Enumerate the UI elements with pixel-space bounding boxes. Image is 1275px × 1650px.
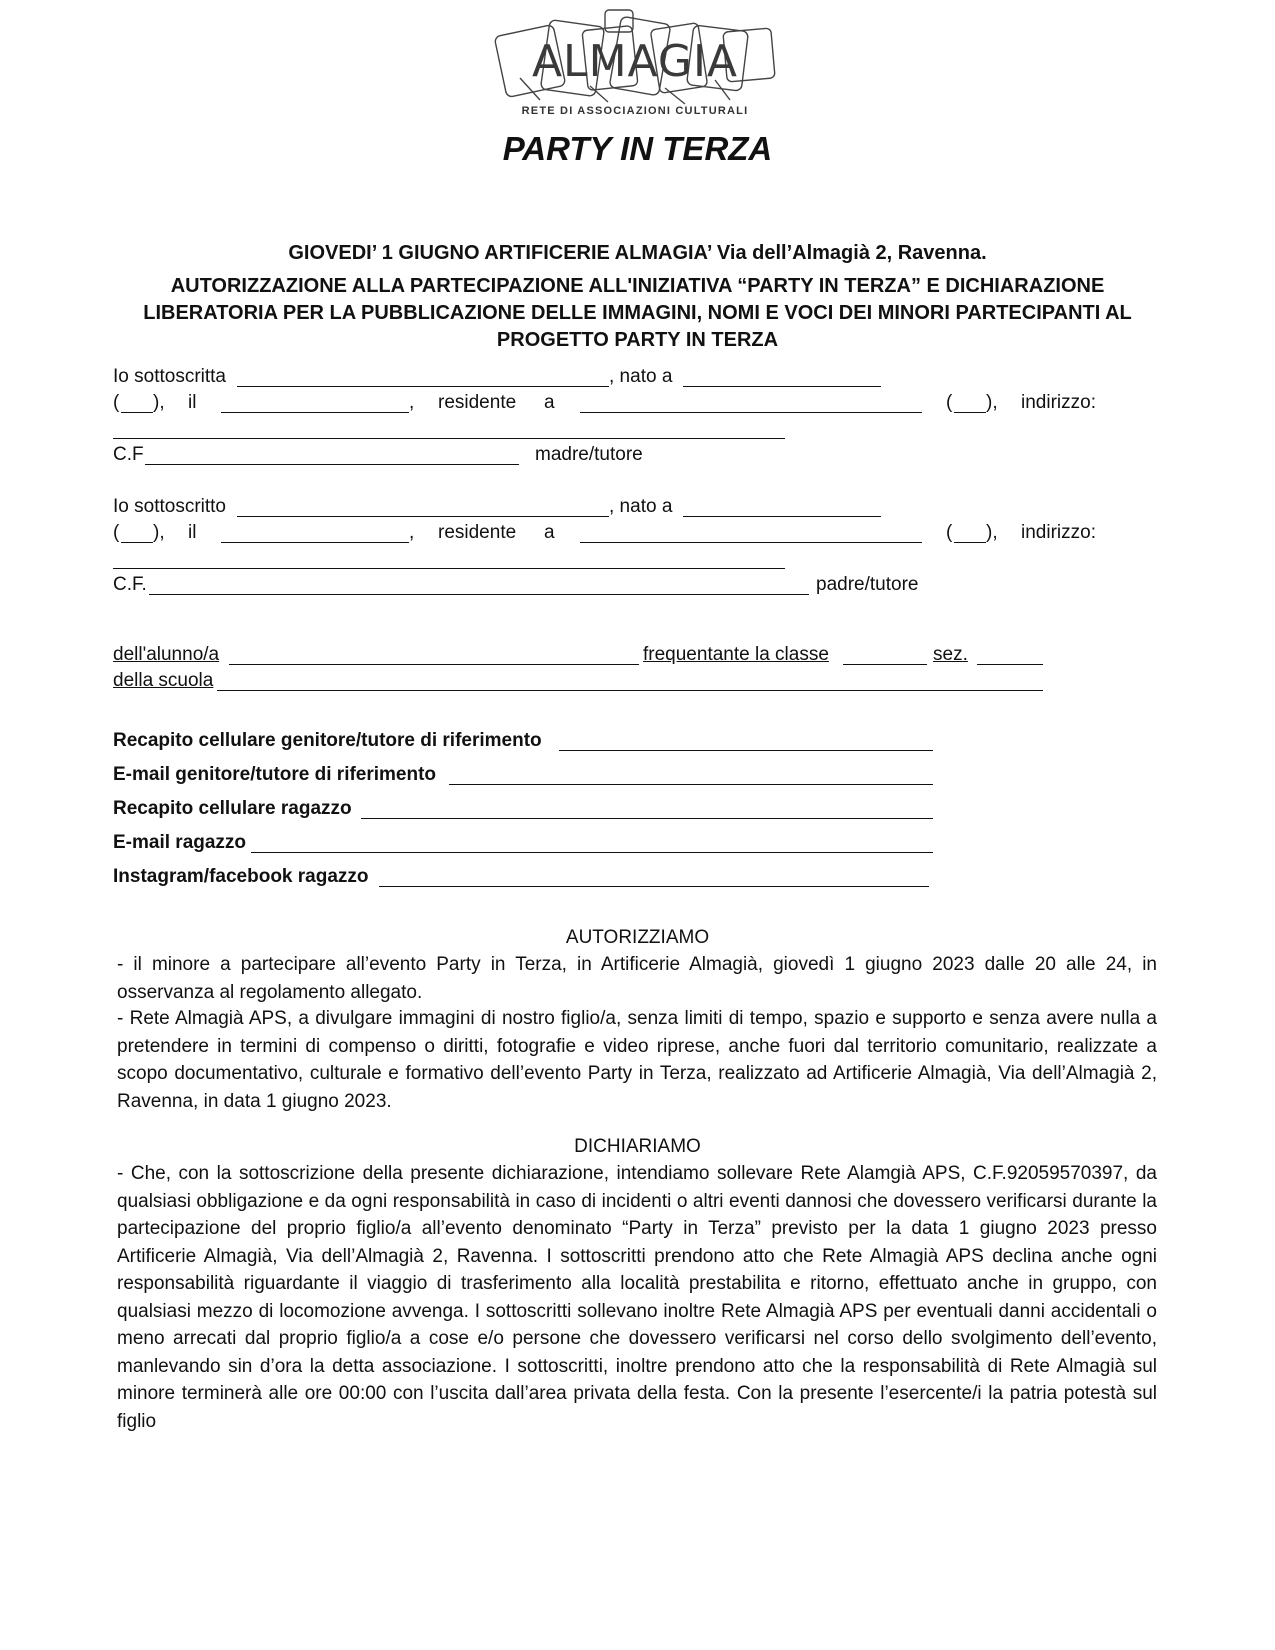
mother-birthdate-field[interactable] [221, 412, 409, 413]
student-row-2 [113, 670, 1157, 694]
father-res-prov-close: ), [986, 522, 998, 543]
contact-row-parent-email [113, 764, 1157, 788]
father-cf-label: C.F. [113, 574, 147, 595]
authorization-title: AUTORIZZAZIONE ALLA PARTECIPAZIONE ALL'INIZIATIVA “PARTY IN TERZA” E DICHIARAZIONE LIBERATORIA PER LA PUBBLICAZIONE DELLE IMMAGINI, NOMI E VOCI DEI MINORI PARTECIPANTI AL PROGETTO PARTY IN TERZA [143, 275, 1132, 351]
school-field[interactable] [217, 690, 1043, 691]
mother-cf-label: C.F [113, 444, 144, 465]
mother-res-prov-close: ), [986, 392, 998, 413]
kid-social-label: Instagram/facebook ragazzo [113, 866, 369, 887]
kid-email-label: E-mail ragazzo [113, 832, 247, 853]
mother-prov-close: ), [153, 392, 165, 413]
father-role-label: padre/tutore [816, 574, 919, 595]
authorize-title: AUTORIZZIAMO [565, 927, 710, 948]
mother-address-label: indirizzo: [1021, 392, 1096, 413]
school-label: della scuola [113, 670, 214, 691]
logo-subtitle: RETE DI ASSOCIAZIONI CULTURALI [521, 105, 749, 117]
mother-address-field[interactable] [113, 438, 785, 439]
parent-phone-field[interactable] [559, 750, 933, 751]
parent-phone-label: Recapito cellulare genitore/tutore di riferimento [113, 730, 542, 751]
kid-phone-label: Recapito cellulare ragazzo [113, 798, 352, 819]
father-residence-province-field[interactable] [954, 542, 986, 543]
father-birth-province-field[interactable] [121, 542, 153, 543]
mother-on-label: il [188, 392, 197, 413]
pupil-label: dell'alunno/a [113, 644, 220, 665]
authorize-item-1: - il minore a partecipare all’evento Party in Terza, in Artificerie Almagià, giovedì 1 giugno 2023 dalle 20 alle 24, in osservanza al regolamento allegato. [117, 954, 1157, 1003]
father-birthplace-field[interactable] [683, 516, 881, 517]
mother-cf-field[interactable] [145, 464, 519, 465]
father-on-label: il [188, 522, 197, 543]
father-prov-open: ( [113, 522, 120, 543]
mother-role-label: madre/tutore [535, 444, 643, 465]
father-residence-field[interactable] [580, 542, 922, 543]
mother-prov-open: ( [113, 392, 120, 413]
event-title: PARTY IN TERZA [502, 130, 773, 167]
almagia-logo [490, 8, 780, 120]
contact-row-kid-social [113, 866, 1157, 890]
father-birthdate-field[interactable] [221, 542, 409, 543]
father-res-prov-open: ( [946, 522, 953, 543]
class-field[interactable] [843, 664, 927, 665]
mother-res-prov-open: ( [946, 392, 953, 413]
mother-resident-label: residente [438, 392, 517, 413]
pupil-name-field[interactable] [229, 664, 639, 665]
father-row-2 [113, 522, 1157, 546]
declare-text: - Che, con la sottoscrizione della presente dichiarazione, intendiamo sollevare Rete Alamgià APS, C.F.92059570397, da qualsiasi obbligazione e da ogni responsabilità in caso di incidenti o altri eventi dannosi che dovessero verificarsi durante la partecipazione del proprio figlio/a all’evento denominato “Party in Terza” previsto per la data 1 giugno 2023 presso Artificerie Almagià, Via dell’Almagià 2, Ravenna. I sottoscritti prendono atto che Rete Almagià APS declina anche ogni responsabilità riguardante il viaggio di trasferimento alla località prestabilita e ritorno, effettuato anche in gruppo, con qualsiasi mezzo di locomozione avvenga. I sottoscritti sollevano inoltre Rete Almagià APS per eventuali danni accidentali o meno arrecati dal proprio figlio/a a cose e/o persone che dovessero verificarsi nel corso dello svolgimento dell’evento, manlevando sin d’ora la detta associazione. I sottoscritti, inoltre prendono atto che la responsabilità di Rete Almagià sul minore terminerà alle ore 00:00 con l’uscita dall’area privata della festa. Con la presente l’esercente/i la patria potestà sul figlio [117, 1163, 1157, 1432]
authorize-item-2: - Rete Almagià APS, a divulgare immagini di nostro figlio/a, senza limiti di tempo, spazio e supporto e senza avere nulla a pretendere in termini di compenso o diritti, fotografie e video riprese, anche fuori dal territorio comunitario, realizzate a scopo documentativo, culturale e formativo dell’evento Party in Terza, realizzato ad Artificerie Almagià, Via dell’Almagià 2, Ravenna, in data 1 giugno 2023. [117, 1008, 1157, 1112]
mother-row-2 [113, 392, 1157, 416]
student-row-1 [113, 644, 1157, 668]
father-born-label: , nato a [609, 496, 673, 517]
mother-birth-province-field[interactable] [121, 412, 153, 413]
event-date-place: GIOVEDI’ 1 GIUGNO ARTIFICERIE ALMAGIA’ Via dell’Almagià 2, Ravenna. [288, 242, 987, 264]
mother-name-field[interactable] [237, 386, 609, 387]
section-field[interactable] [977, 664, 1043, 665]
mother-born-label: , nato a [609, 366, 673, 387]
contact-row-kid-phone [113, 798, 1157, 822]
father-cf-field[interactable] [149, 594, 809, 595]
contact-row-parent-phone [113, 730, 1157, 754]
father-comma: , [409, 522, 415, 543]
mother-comma: , [409, 392, 415, 413]
parent-email-field[interactable] [449, 784, 933, 785]
contact-row-kid-email [113, 832, 1157, 856]
logo-wordmark: ALMAGIA [531, 36, 739, 87]
mother-birthplace-field[interactable] [683, 386, 881, 387]
mother-intro-label: Io sottoscritta [113, 366, 226, 387]
section-label: sez. [933, 644, 968, 665]
father-prov-close: ), [153, 522, 165, 543]
father-name-field[interactable] [237, 516, 609, 517]
kid-email-field[interactable] [251, 852, 933, 853]
kid-social-field[interactable] [379, 886, 929, 887]
attending-class-label: frequentante la classe [643, 644, 829, 665]
mother-residence-province-field[interactable] [954, 412, 986, 413]
parent-email-label: E-mail genitore/tutore di riferimento [113, 764, 437, 785]
father-address-field[interactable] [113, 568, 785, 569]
father-address-label: indirizzo: [1021, 522, 1096, 543]
mother-residence-field[interactable] [580, 412, 922, 413]
father-at-label: a [544, 522, 555, 543]
mother-at-label: a [544, 392, 555, 413]
declare-title: DICHIARIAMO [574, 1136, 701, 1157]
kid-phone-field[interactable] [361, 818, 933, 819]
father-resident-label: residente [438, 522, 517, 543]
father-intro-label: Io sottoscritto [113, 496, 226, 517]
